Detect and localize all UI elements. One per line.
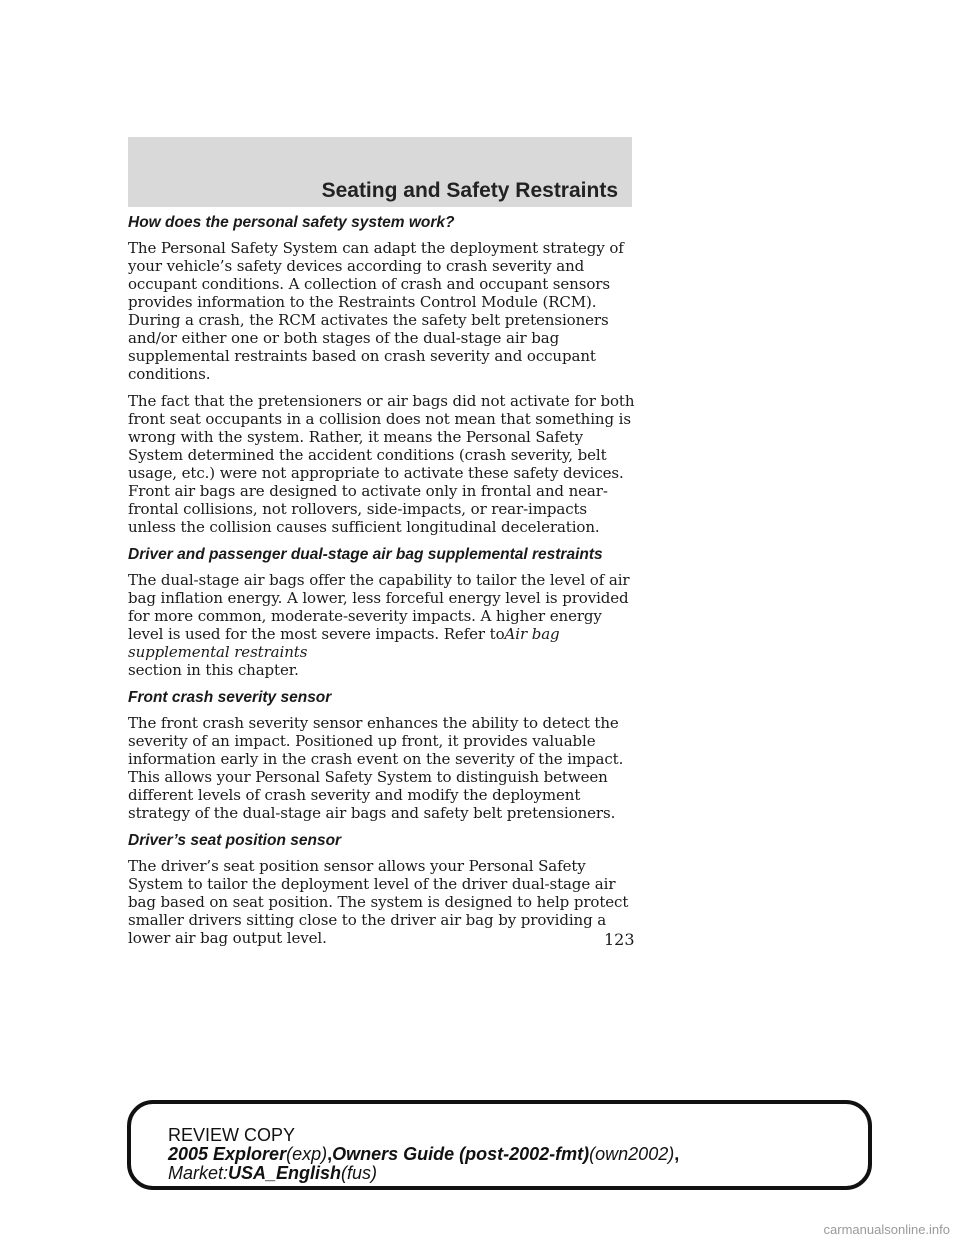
paragraph: The driver’s seat position sensor allows your Personal Safety System to tailor the deployment level of the driver dual-stage air bag based on seat position. The system is designed to help protect smaller drivers sitting close to the driver air bag by providing a lower air bag output level. bbox=[128, 857, 629, 947]
watermark: carmanualsonline.info bbox=[823, 1222, 950, 1237]
page-number: 123 bbox=[604, 930, 635, 949]
section-heading: Driver’s seat position sensor bbox=[128, 832, 342, 849]
section-heading: How does the personal safety system work? bbox=[128, 214, 455, 231]
paragraph: The Personal Safety System can adapt the deployment strategy of your vehicle’s safety devices according to crash severity and occupant conditions. A collection of crash and occupant sensors provides information to the Restraints Control Module (RCM). During a crash, the RCM activates the safety belt pretensioners and/or either one or both stages of the dual-stage air bag supplemental restraints based on crash severity and occupant conditions. bbox=[128, 239, 624, 383]
model-code: (exp) bbox=[286, 1144, 328, 1164]
market-name: USA_English bbox=[228, 1163, 342, 1183]
guide-name: Owners Guide (post-2002-fmt) bbox=[332, 1144, 590, 1164]
paragraph-text: The dual-stage air bags offer the capability to tailor the level of air bag inflation energy. A lower, less forceful energy level is provided for more common, moderate-severity impacts. A higher energy level is used for the most severe impacts. Refer to bbox=[128, 571, 630, 643]
separator: , bbox=[674, 1144, 680, 1164]
paragraph: The front crash severity sensor enhances the ability to detect the severity of an impact. Positioned up front, it provides valuable information early in the crash event on the severity of the impact. This allows your Personal Safety System to distinguish between different levels of crash severity and modify the deployment strategy of the dual-stage air bags and safety belt pretensioners. bbox=[128, 714, 624, 822]
market-label: Market: bbox=[168, 1163, 229, 1183]
paragraph-text: section in this chapter. bbox=[128, 661, 299, 679]
review-model-line bbox=[168, 1145, 679, 1164]
section-heading: Driver and passenger dual-stage air bag supplemental restraints bbox=[128, 546, 603, 563]
separator: , bbox=[327, 1144, 333, 1164]
paragraph bbox=[128, 571, 638, 679]
review-market-line bbox=[168, 1164, 679, 1183]
section-heading: Front crash severity sensor bbox=[128, 689, 332, 706]
header-bar bbox=[128, 137, 632, 207]
guide-code: (own2002) bbox=[589, 1144, 675, 1164]
market-code: (fus) bbox=[341, 1163, 378, 1183]
cross-reference: Air bag supplemental restraints bbox=[128, 625, 560, 661]
review-label: REVIEW COPY bbox=[168, 1125, 296, 1145]
model-name: 2005 Explorer bbox=[168, 1144, 287, 1164]
page-title: Seating and Safety Restraints bbox=[321, 179, 618, 202]
review-copy-text bbox=[168, 1126, 679, 1183]
paragraph: The fact that the pretensioners or air bags did not activate for both front seat occupants in a collision does not mean that something is wrong with the system. Rather, it means the Personal Safety System determined the accident conditions (crash severity, belt usage, etc.) were not appropriate to activate these safety devices. Front air bags are designed to activate only in frontal and near-frontal collisions, not rollovers, side-impacts, or rear-impacts unless the collision causes sufficient longitudinal deceleration. bbox=[128, 392, 635, 536]
main-content bbox=[128, 213, 638, 956]
review-copy-box bbox=[127, 1100, 872, 1190]
